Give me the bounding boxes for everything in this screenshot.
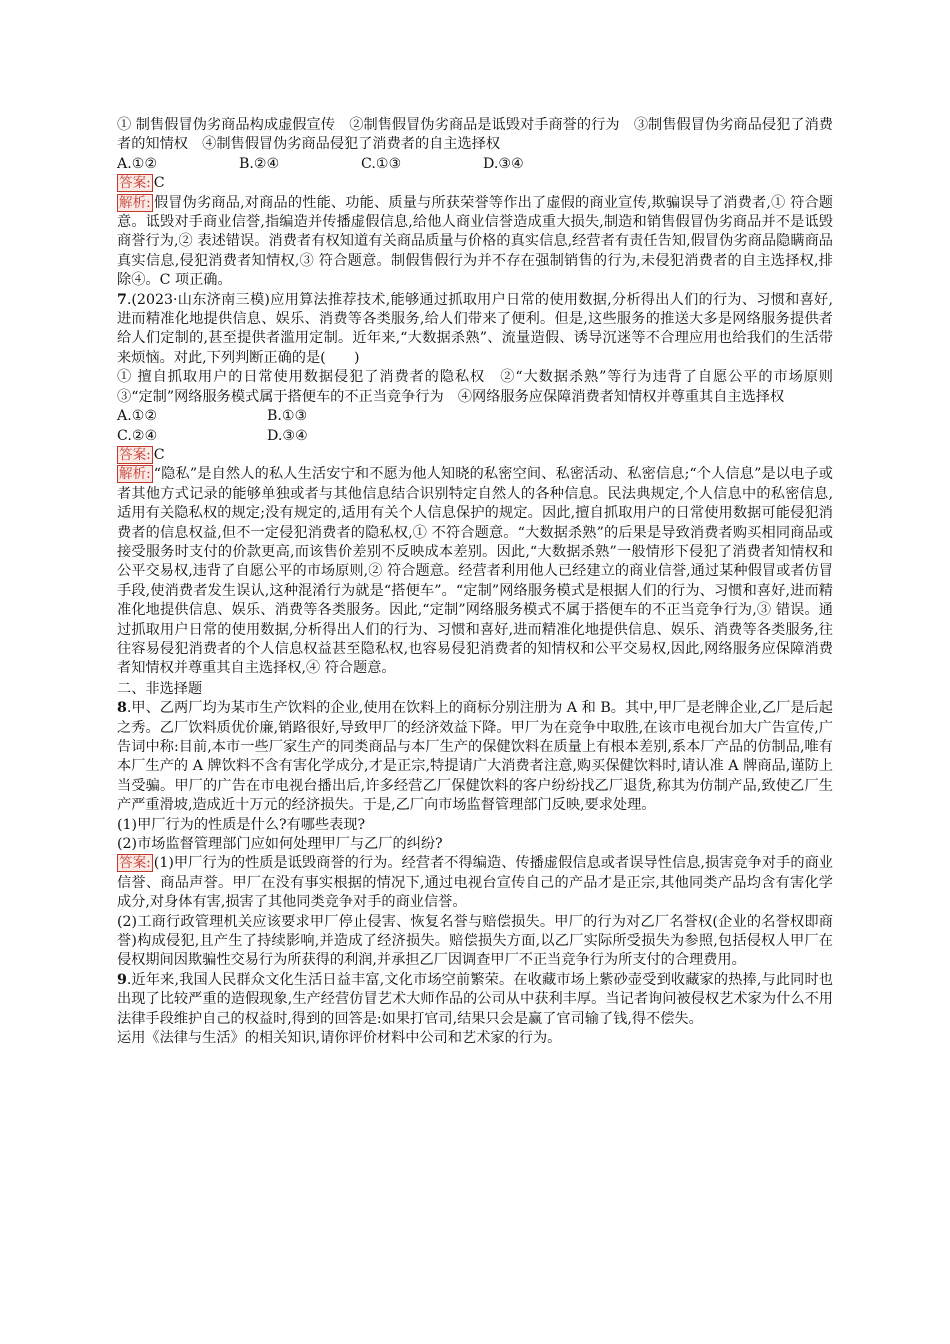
q7-options-row1 — [117, 407, 833, 426]
q6-option-c: C.①③ — [361, 155, 402, 172]
q9-stem-text: .近年来,我国人民群众文化生活日益丰富,文化市场空前繁荣。在收藏市场上紫砂壶受到收藏家的热捧,与此同时也出现了比较严重的造假现象,生产经营仿冒艺术大师作品的公司从中获利丰厚。当记者询问被侵权艺术家为什么不用法律手段维护自己的权益时,得到的回答是:如果打官司,结果只会是赢了官司输了钱,得不偿失。 — [117, 971, 833, 1027]
q6-analysis — [117, 194, 833, 291]
q6-option-a: A.①② — [117, 155, 158, 172]
analysis-tag: 解析: — [119, 194, 151, 211]
q9-number: 9 — [117, 971, 127, 988]
q7-stem-text: .(2023·山东济南三模)应用算法推荐技术,能够通过抓取用户日常的使用数据,分析得出人们的行为、习惯和喜好,进而精准化地提供信息、娱乐、消费等各类服务,给人们带来了便利。但是,这些服务的推送大多是网络服务提供者给人们定制的,甚至提供者滥用定制。近年来,“大数据杀熟”、流量造假、诱导沉迷等不合理应用也给我们的生活带来烦恼。对此,下列判断正确的是( ) — [117, 291, 833, 366]
analysis-tag: 解析: — [119, 466, 151, 483]
q7-option-c: C.②④ — [117, 427, 158, 444]
q8-answer-1 — [117, 854, 833, 912]
q7-options-row2 — [117, 427, 833, 446]
q7-answer — [117, 446, 833, 465]
section-title: 二、非选择题 — [117, 680, 203, 697]
q8-question-2: (2)市场监督管理部门应如何处理甲厂与乙厂的纠纷? — [117, 836, 443, 853]
q6-answer — [117, 174, 833, 193]
q8-question-1: (1)甲厂行为的性质是什么?有哪些表现? — [117, 816, 366, 833]
q6-option-b: B.②④ — [239, 155, 280, 172]
q7-analysis-text: “隐私”是自然人的私人生活安宁和不愿为他人知晓的私密空间、私密活动、私密信息;“个人信息”是以电子或者其他方式记录的能够单独或者与其他信息结合识别特定自然人的各种信息。民法典规定,个人信息中的私密信息,适用有关隐私权的规定;没有规定的,适用有关个人信息保护的规定。因此,擅自抓取用户的日常使用数据可能侵犯消费者的信息权益,但不一定侵犯消费者的隐私权,① 不符合题意。“大数据杀熟”的后果是导致消费者购买相同商品或接受服务时支付的价款更高,而该售价差别不反映成本差别。因此,“大数据杀熟”一般情形下侵犯了消费者知情权和公平交易权,违背了自愿公平的市场原则,② 符合题意。经营者利用他人已经建立的商业信誉,通过某种假冒或者仿冒手段,使消费者发生误认,这种混淆行为就是“搭便车”。“定制”网络服务模式是根据人们的行为、习惯和喜好,进而精准化地提供信息、娱乐、消费等各类服务。因此,“定制”网络服务模式不属于搭便车的不正当竞争行为,③ 错误。通过抓取用户日常的使用数据,分析得出人们的行为、习惯和喜好,进而精准化地提供信息、娱乐、消费等各类服务,往往容易侵犯消费者的个人信息权益甚至隐私权,也容易侵犯消费者的知情权和公平交易权,因此,网络服务应保障消费者知情权并尊重其自主选择权,④ 符合题意。 — [117, 466, 833, 677]
q8-answer-2: (2)工商行政管理机关应该要求甲厂停止侵害、恢复名誉与赔偿损失。甲厂的行为对乙厂名誉权(企业的名誉权即商誉)构成侵犯,且产生了持续影响,并造成了经济损失。赔偿损失方面,以乙厂实际所受损失为参照,包括侵权人甲厂在侵权期间因欺骗性交易行为所获得的利润,并承担乙厂因调查甲厂不正当竞争行为所支付的合理费用。 — [117, 913, 833, 969]
answer-tag: 答案: — [119, 446, 151, 463]
q7-answer-value: C — [153, 446, 165, 463]
q8-stem-text: .甲、乙两厂均为某市生产饮料的企业,使用在饮料上的商标分别注册为 A 和 B。其中,甲厂是老牌企业,乙厂是后起之秀。乙厂饮料质优价廉,销路很好,导致甲厂的经济效益下降。甲厂为在竞争中取胜,在该市电视台加大广告宣传,广告词中称:目前,本市一些厂家生产的同类商品与本厂生产的保健饮料在质量上有根本差别,系本厂产品的仿制品,唯有本厂生产的 A 牌饮料不含有害化学成分,才是正宗,特提请广大消费者注意,购买保健饮料时,请认准 A 牌商品,谨防上当受骗。甲厂的广告在市电视台播出后,许多经营乙厂保健饮料的客户纷纷找乙厂退货,称其为仿制产品,致使乙厂生产严重滑坡,造成近十万元的经济损失。于是,乙厂向市场监督管理部门反映,要求处理。 — [117, 700, 833, 814]
q7-stem — [117, 291, 833, 369]
q7-statements: ① 擅自抓取用户的日常使用数据侵犯了消费者的隐私权 ②“大数据杀熟”等行为违背了自愿公平的市场原则 ③“定制”网络服务模式属于搭便车的不正当竞争行为 ④网络服务应保障消费者知情权并尊重其自主选择权 — [117, 369, 848, 405]
q7-option-b: B.①③ — [267, 408, 308, 425]
q7-option-a: A.①② — [117, 408, 158, 425]
q8-answer-1-text: (1)甲厂行为的性质是诋毁商誉的行为。经营者不得编造、传播虚假信息或者误导性信息,损害竞争对手的商业信誉、商品声誉。甲厂在没有事实根据的情况下,通过电视台宣传自己的产品才是正宗,其他同类产品均含有害化学成分,对身体有害,损害了其他同类竞争对手的商业信誉。 — [117, 855, 833, 911]
q8-number: 8 — [117, 700, 127, 717]
q6-option-d: D.③④ — [483, 155, 524, 172]
document-page — [117, 116, 848, 1049]
answer-tag: 答案: — [119, 175, 151, 192]
q9-question: 运用《法律与生活》的相关知识,请你评价材料中公司和艺术家的行为。 — [117, 1030, 562, 1047]
q7-number: 7 — [117, 291, 127, 308]
q8-stem — [117, 699, 833, 815]
q6-answer-value: C — [153, 175, 165, 192]
q9-stem — [117, 971, 833, 1029]
q7-option-d: D.③④ — [267, 427, 308, 444]
q6-analysis-text: 假冒伪劣商品,对商品的性能、功能、质量与所获荣誉等作出了虚假的商业宣传,欺骗误导了消费者,① 符合题意。诋毁对手商业信誉,指编造并传播虚假信息,给他人商业信誉造成重大损失,制造和销售假冒伪劣商品并不是诋毁商誉行为,② 表述错误。消费者有权知道有关商品质量与价格的真实信息,经营者有责任告知,假冒伪劣商品隐瞒商品真实信息,侵犯消费者知情权,③ 符合题意。制假售假行为并不存在强制销售的行为,未侵犯消费者的自主选择权,排除④。C 项正确。 — [117, 194, 833, 289]
q7-analysis — [117, 465, 833, 678]
q6-statements: ① 制售假冒伪劣商品构成虚假宣传 ②制售假冒伪劣商品是诋毁对手商誉的行为 ③制售假冒伪劣商品侵犯了消费者的知情权 ④制售假冒伪劣商品侵犯了消费者的自主选择权 — [117, 117, 833, 153]
q6-options — [117, 155, 833, 174]
answer-tag: 答案: — [119, 855, 151, 872]
